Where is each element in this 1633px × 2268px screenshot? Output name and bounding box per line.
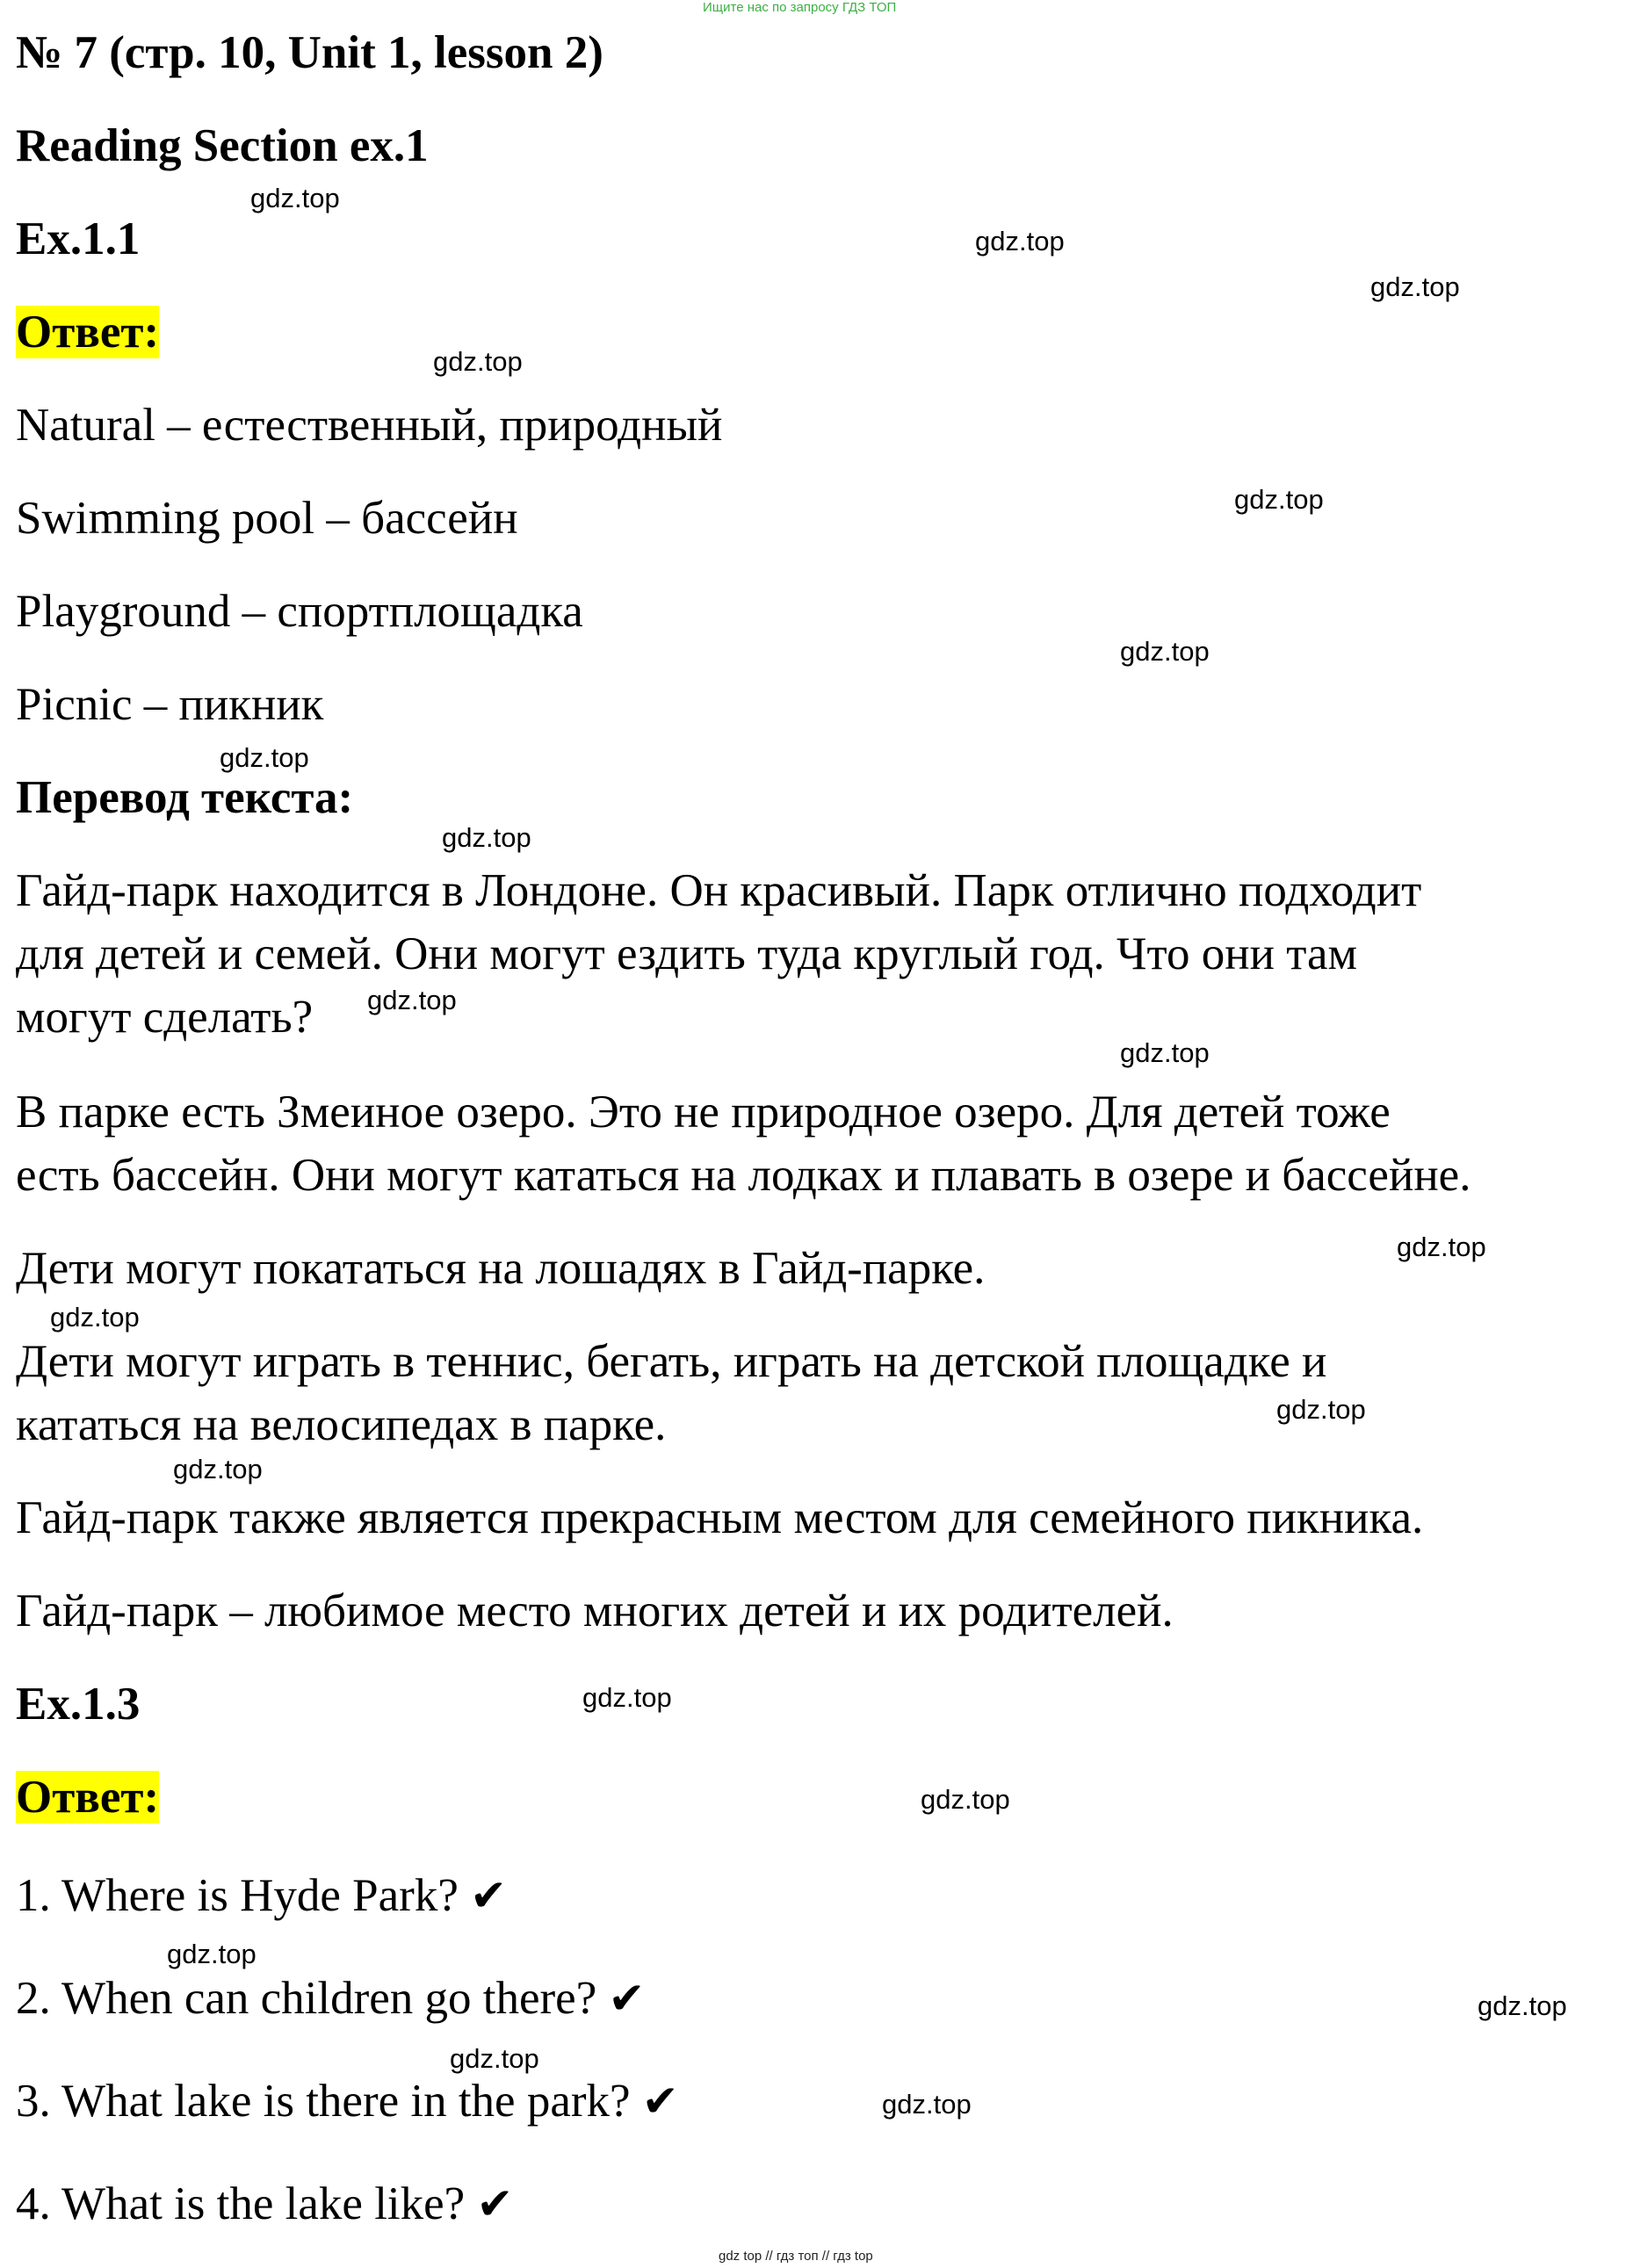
- watermark: gdz.top: [1276, 1394, 1366, 1425]
- ex-1-1-heading: Ex.1.1: [16, 213, 141, 264]
- translation-line: Гайд-парк – любимое место многих детей и их родителей.: [16, 1585, 1174, 1636]
- bottom-note: gdz top // гдз топ // гдз top: [719, 2249, 873, 2264]
- watermark: gdz.top: [1120, 1037, 1210, 1068]
- watermark: gdz.top: [442, 822, 531, 853]
- vocab-item: Picnic – пикник: [16, 679, 324, 730]
- top-search-note: Ищите нас по запросу ГДЗ ТОП: [703, 0, 897, 15]
- watermark: gdz.top: [1120, 636, 1210, 667]
- check-mark-icon: ✔: [641, 2076, 679, 2127]
- check-mark-icon: ✔: [470, 1870, 507, 1921]
- question-text: 2. When can children go there?: [16, 1973, 597, 2024]
- question-item: [16, 2075, 679, 2127]
- watermark: gdz.top: [921, 1784, 1010, 1815]
- watermark: gdz.top: [250, 183, 340, 213]
- question-item: [16, 2178, 513, 2230]
- question-text: 3. What lake is there in the park?: [16, 2076, 631, 2127]
- watermark: gdz.top: [450, 2043, 539, 2074]
- vocab-item: Natural – естественный, природный: [16, 400, 723, 451]
- section-heading: Reading Section ex.1: [16, 120, 429, 171]
- watermark: gdz.top: [367, 985, 457, 1015]
- translation-line: Дети могут покататься на лошадях в Гайд-парке.: [16, 1243, 986, 1294]
- watermark: gdz.top: [1478, 1990, 1567, 2021]
- ex-1-3-answer-label: Ответ:: [16, 1772, 160, 1823]
- question-text: 4. What is the lake like?: [16, 2178, 466, 2229]
- watermark: gdz.top: [1397, 1232, 1486, 1262]
- watermark: gdz.top: [220, 742, 309, 773]
- ex-1-1-answer-label: Ответ:: [16, 307, 160, 358]
- translation-line: Гайд-парк находится в Лондоне. Он красивый. Парк отлично подходит: [16, 865, 1422, 916]
- question-text: 1. Where is Hyde Park?: [16, 1870, 459, 1921]
- watermark: gdz.top: [975, 226, 1065, 256]
- watermark: gdz.top: [882, 2089, 972, 2120]
- watermark: gdz.top: [1234, 484, 1324, 515]
- translation-line: кататься на велосипедах в парке.: [16, 1399, 667, 1450]
- ex-1-3-heading: Ex.1.3: [16, 1679, 141, 1730]
- vocab-item: Swimming pool – бассейн: [16, 493, 518, 544]
- page-title: № 7 (стр. 10, Unit 1, lesson 2): [16, 27, 603, 78]
- translation-line: Дети могут играть в теннис, бегать, играть на детской площадке и: [16, 1336, 1327, 1387]
- question-item: [16, 1972, 645, 2025]
- watermark: gdz.top: [50, 1302, 140, 1333]
- watermark: gdz.top: [173, 1454, 263, 1484]
- translation-line: Гайд-парк также является прекрасным местом для семейного пикника.: [16, 1492, 1424, 1543]
- translation-line: есть бассейн. Они могут кататься на лодках и плавать в озере и бассейне.: [16, 1150, 1471, 1201]
- vocab-item: Playground – спортплощадка: [16, 586, 583, 637]
- watermark: gdz.top: [167, 1939, 257, 1969]
- translation-line: для детей и семей. Они могут ездить туда круглый год. Что они там: [16, 928, 1358, 979]
- check-mark-icon: ✔: [608, 1973, 646, 2024]
- check-mark-icon: ✔: [476, 2178, 514, 2229]
- watermark: gdz.top: [1370, 271, 1460, 302]
- translation-line: В парке есть Змеиное озеро. Это не природное озеро. Для детей тоже: [16, 1087, 1391, 1138]
- watermark: gdz.top: [433, 346, 523, 377]
- watermark: gdz.top: [582, 1682, 672, 1713]
- translation-heading: Перевод текста:: [16, 772, 354, 823]
- question-item: [16, 1869, 507, 1922]
- translation-line: могут сделать?: [16, 992, 314, 1043]
